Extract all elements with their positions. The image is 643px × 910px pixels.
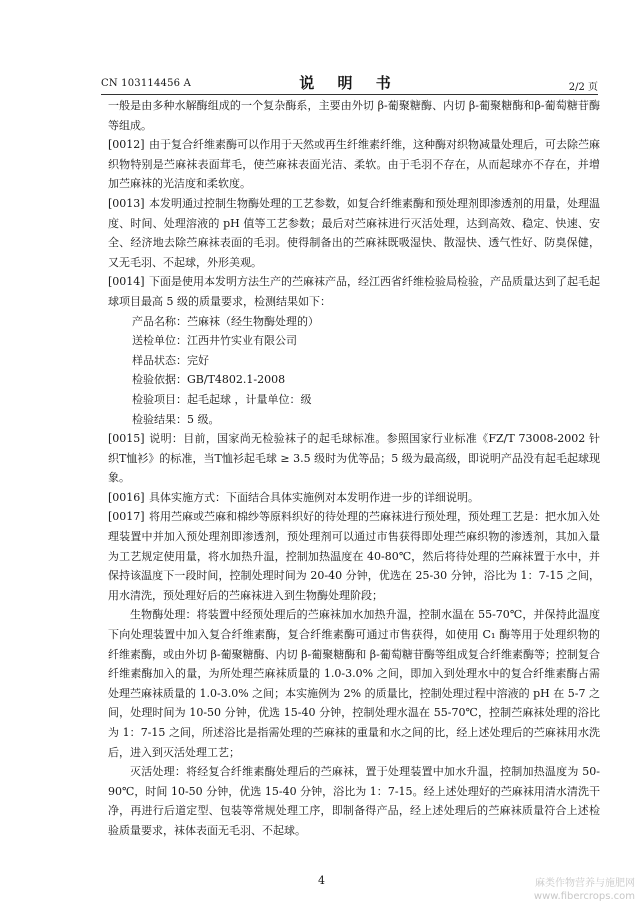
paragraph-0016 bbox=[108, 488, 600, 508]
document-body bbox=[108, 96, 600, 841]
header-divider bbox=[101, 94, 598, 95]
watermark bbox=[534, 877, 635, 903]
paragraph-tag: [0015] bbox=[108, 432, 145, 446]
paragraph-tag: [0012] bbox=[108, 138, 145, 152]
paragraph-tag: [0014] bbox=[108, 275, 145, 289]
paragraph-text: 下面是使用本发明方法生产的苎麻袜产品，经江西省纤维检验局检验，产品质量达到了起毛起球项目最高 5 级的质量要求，检测结果如下： bbox=[108, 275, 600, 308]
result-project: 检验项目：起毛起球 ，计量单位：级 bbox=[132, 392, 312, 406]
paragraph-tag: [0017] bbox=[108, 510, 145, 524]
paragraph-bio-enzyme: 生物酶处理：将装置中经预处理后的苎麻袜加水加热升温，控制水温在 55-70℃，并保持此温度下向处理装置中加入复合纤维素酶，复合纤维素酶可通过市售获得，如使用 C₁ 酶等用于处理织物的纤维素酶，或由外切 β-葡聚糖酶、内切 β-葡聚糖酶和 β-葡萄糖苷酶等组成复合纤维素酶等；控制复合纤维素酶加入的量，为所处理苎麻袜质量的 1.0-3.0% 之间，即加入到处理水中的复合纤维素酶占需处理苎麻袜质量的 1.0-3.0% 之间；本实施例为 2% 的质量比，控制处理过程中溶液的 pH 在 5-7 之间，处理时间为 10-50 分钟，优选 15-40 分钟，控制处理水温在 55-70℃，控制苎麻袜处理的浴比为 1：7-15 之间，所述浴比是指需处理的苎麻袜的重量和水之间的比，经上述处理后的苎麻袜用水洗后，进入到灭活处理工艺； bbox=[108, 608, 600, 759]
paragraph-inactivation: 灭活处理：将经复合纤维素酶处理后的苎麻袜，置于处理装置中加水升温，控制加热温度为 50-90℃，时间 10-50 分钟，优选 15-40 分钟，浴比为 1：7-15。经上述处理好的苎麻袜用清水清洗干净，再进行后道定型、包装等常规处理工序，即制备得产品，经上述处理后的苎麻袜质量符合上述检验质量要求，袜体表面无毛羽、不起球。 bbox=[108, 765, 600, 837]
paragraph-text: 由于复合纤维素酶可以作用于天然或再生纤维素纤维，这种酶对织物减量处理后，可去除苎麻织物特别是苎麻袜表面茸毛，使苎麻袜表面光洁、柔软。由于毛羽不存在，从而起球亦不存在，并增加苎麻袜的光洁度和柔软度。 bbox=[108, 138, 600, 191]
result-sender: 送检单位：江西井竹实业有限公司 bbox=[132, 334, 297, 348]
paragraph-text: 具体实施方式：下面结合具体实施例对本发明作进一步的详细说明。 bbox=[149, 490, 479, 504]
paragraph-0013 bbox=[108, 194, 600, 272]
paragraph-0012 bbox=[108, 135, 600, 194]
paragraph-continuation: 一般是由多种水解酶组成的一个复杂酶系，主要由外切 β-葡聚糖酶、内切 β-葡聚糖酶和β-葡萄糖苷酶等组成。 bbox=[108, 99, 600, 132]
result-basis: 检验依据：GB/T4802.1-2008 bbox=[132, 373, 286, 387]
paragraph-text: 将用苎麻或苎麻和棉纱等原料织好的待处理的苎麻袜进行预处理，预处理工艺是：把水加入处理装置中并加入预处理剂即渗透剂，预处理剂可以通过市售获得即处理苎麻织物的渗透剂，其加入量为工艺规定使用量，将水加热升温，控制加热温度在 40-80℃，然后将待处理的苎麻袜置于水中，并保持该温度下一段时间，控制处理时间为 20-40 分钟，优选在 25-30 分钟，浴比为 1：7-15 之间，用水清洗，预处理好后的苎麻袜进入到生物酶处理阶段； bbox=[108, 510, 600, 602]
paragraph-text: 说明：目前，国家尚无检验袜子的起毛球标准。参照国家行业标准《FZ/T 73008-2002 针织T恤衫》的标准，当T恤衫起毛球 ≥ 3.5 级时为优等品；5 级为最高级，即说明产品没有起毛起球现象。 bbox=[108, 432, 600, 485]
result-product-name: 产品名称：苎麻袜（经生物酶处理的） bbox=[132, 314, 319, 328]
watermark-line-1: 麻类作物营养与施肥网 bbox=[535, 878, 635, 889]
paragraph-text: 本发明通过控制生物酶处理的工艺参数，如复合纤维素酶和预处理剂即渗透剂的用量，处理温度、时间、处理溶液的 pH 值等工艺参数；最后对苎麻袜进行灭活处理，达到高效、稳定、快速、安全、经济地去除苎麻袜表面的毛羽。使得制备出的苎麻袜既吸湿快、散湿快、透气性好、防臭保健，又无毛羽、不起球，外形美观。 bbox=[108, 196, 600, 269]
paragraph-0014 bbox=[108, 272, 600, 311]
paragraph-0015 bbox=[108, 429, 600, 488]
document-number: CN 103114456 A bbox=[101, 78, 192, 89]
watermark-line-2: www.fibercrops.com bbox=[533, 891, 635, 902]
paragraph-tag: [0016] bbox=[108, 490, 145, 504]
paragraph-0017 bbox=[108, 507, 600, 605]
result-sample-state: 样品状态：完好 bbox=[132, 353, 209, 367]
paragraph-tag: [0013] bbox=[108, 196, 145, 210]
page-info: 2/2 页 bbox=[568, 82, 598, 93]
page-title: 说 明 书 bbox=[299, 74, 400, 92]
result-conclusion: 检验结果：5 级。 bbox=[132, 412, 220, 426]
page-number: 4 bbox=[318, 874, 325, 887]
page-header bbox=[101, 70, 598, 92]
